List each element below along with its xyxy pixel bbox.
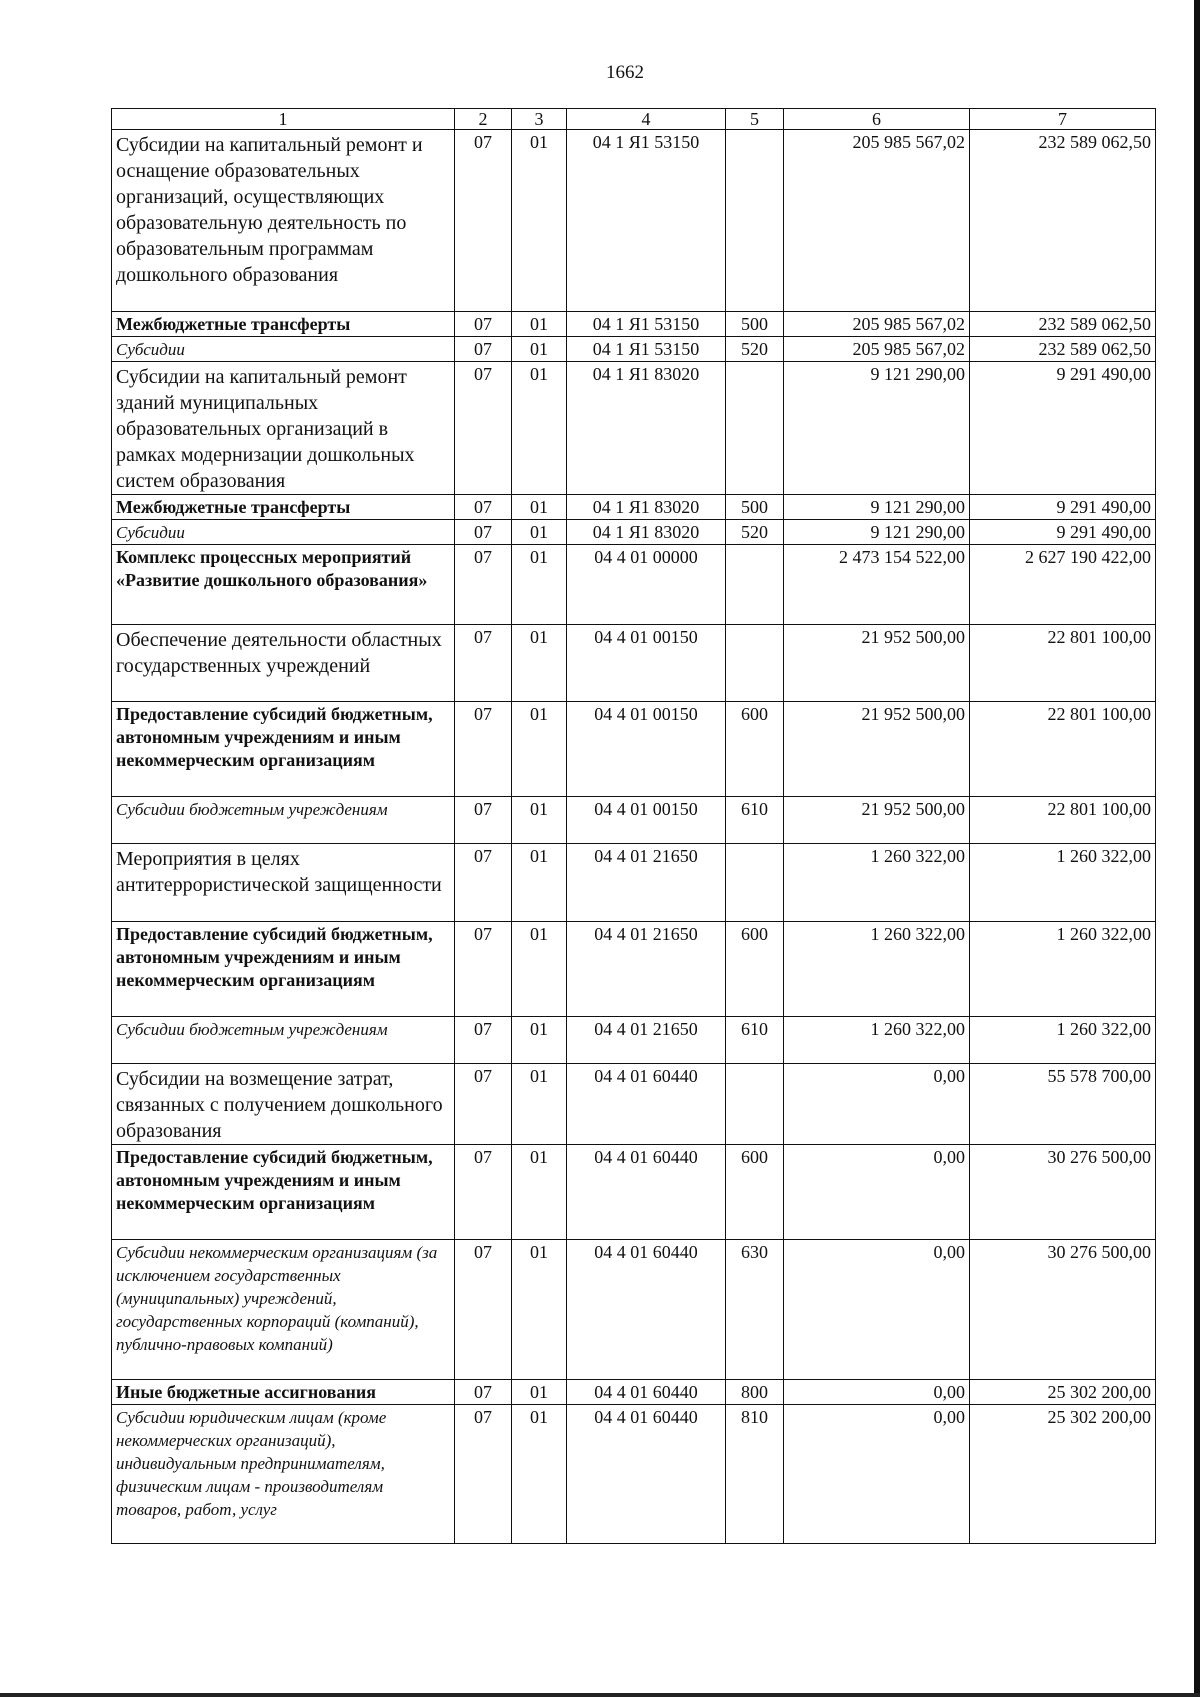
row-target-code-cell: 04 4 01 60440 — [567, 1240, 726, 1380]
row-section-cell: 07 — [455, 495, 512, 520]
row-expense-type-cell: 810 — [726, 1405, 784, 1544]
table-row — [112, 1380, 1156, 1405]
table-row — [112, 1240, 1156, 1380]
row-target-code-cell: 04 4 01 00000 — [567, 545, 726, 625]
row-subsection-cell: 01 — [512, 1380, 567, 1405]
row-section-cell: 07 — [455, 312, 512, 337]
row-subsection-cell: 01 — [512, 1017, 567, 1064]
row-section-cell: 07 — [455, 1064, 512, 1145]
row-expense-type-cell: 520 — [726, 337, 784, 362]
row-name-cell: Предоставление субсидий бюджетным, автономным учреждениям и иным некоммерческим организациям — [112, 922, 455, 1017]
row-section-cell: 07 — [455, 797, 512, 844]
row-section-cell: 07 — [455, 922, 512, 1017]
row-name-cell: Предоставление субсидий бюджетным, автономным учреждениям и иным некоммерческим организациям — [112, 702, 455, 797]
row-target-code-cell: 04 1 Я1 83020 — [567, 362, 726, 495]
row-target-code-cell: 04 4 01 60440 — [567, 1380, 726, 1405]
row-expense-type-cell: 500 — [726, 312, 784, 337]
row-section-cell: 07 — [455, 844, 512, 922]
table-row — [112, 702, 1156, 797]
row-expense-type-cell: 600 — [726, 922, 784, 1017]
column-header: 1 — [112, 109, 455, 130]
row-subsection-cell: 01 — [512, 362, 567, 495]
table-row — [112, 337, 1156, 362]
row-amount-year1-cell: 9 121 290,00 — [784, 495, 970, 520]
row-expense-type-cell: 500 — [726, 495, 784, 520]
row-amount-year1-cell: 0,00 — [784, 1145, 970, 1240]
row-amount-year2-cell: 22 801 100,00 — [970, 797, 1156, 844]
table-row — [112, 312, 1156, 337]
row-section-cell: 07 — [455, 337, 512, 362]
row-target-code-cell: 04 4 01 60440 — [567, 1064, 726, 1145]
row-amount-year2-cell: 55 578 700,00 — [970, 1064, 1156, 1145]
row-name-cell: Субсидии некоммерческим организациям (за исключением государственных (муниципальных) учреждений, государственных корпораций (компаний), публично-правовых компаний) — [112, 1240, 455, 1380]
header-row — [112, 109, 1156, 130]
row-amount-year1-cell: 0,00 — [784, 1405, 970, 1544]
row-name-cell: Субсидии на возмещение затрат, связанных с получением дошкольного образования — [112, 1064, 455, 1145]
row-target-code-cell: 04 1 Я1 83020 — [567, 520, 726, 545]
row-name-cell: Субсидии — [112, 520, 455, 545]
row-expense-type-cell — [726, 625, 784, 702]
row-subsection-cell: 01 — [512, 130, 567, 312]
row-amount-year1-cell: 1 260 322,00 — [784, 1017, 970, 1064]
row-amount-year1-cell: 1 260 322,00 — [784, 922, 970, 1017]
row-expense-type-cell — [726, 844, 784, 922]
row-amount-year2-cell: 232 589 062,50 — [970, 312, 1156, 337]
row-section-cell: 07 — [455, 1145, 512, 1240]
table-row — [112, 362, 1156, 495]
row-amount-year2-cell: 9 291 490,00 — [970, 495, 1156, 520]
row-amount-year1-cell: 9 121 290,00 — [784, 362, 970, 495]
row-target-code-cell: 04 1 Я1 83020 — [567, 495, 726, 520]
row-subsection-cell: 01 — [512, 312, 567, 337]
row-expense-type-cell: 800 — [726, 1380, 784, 1405]
row-expense-type-cell — [726, 1064, 784, 1145]
row-amount-year2-cell: 30 276 500,00 — [970, 1145, 1156, 1240]
table-row — [112, 1145, 1156, 1240]
row-target-code-cell: 04 1 Я1 53150 — [567, 130, 726, 312]
row-amount-year2-cell: 25 302 200,00 — [970, 1380, 1156, 1405]
row-section-cell: 07 — [455, 1240, 512, 1380]
row-section-cell: 07 — [455, 625, 512, 702]
row-target-code-cell: 04 4 01 21650 — [567, 1017, 726, 1064]
table-row — [112, 844, 1156, 922]
row-target-code-cell: 04 4 01 00150 — [567, 625, 726, 702]
table-row — [112, 922, 1156, 1017]
row-subsection-cell: 01 — [512, 1145, 567, 1240]
row-expense-type-cell: 610 — [726, 1017, 784, 1064]
row-amount-year2-cell: 22 801 100,00 — [970, 625, 1156, 702]
row-amount-year2-cell: 232 589 062,50 — [970, 337, 1156, 362]
row-amount-year1-cell: 0,00 — [784, 1240, 970, 1380]
table-row — [112, 495, 1156, 520]
row-amount-year2-cell: 1 260 322,00 — [970, 1017, 1156, 1064]
row-target-code-cell: 04 4 01 21650 — [567, 922, 726, 1017]
budget-table — [111, 108, 1156, 1544]
table-row — [112, 797, 1156, 844]
row-expense-type-cell: 600 — [726, 1145, 784, 1240]
row-section-cell: 07 — [455, 545, 512, 625]
row-name-cell: Межбюджетные трансферты — [112, 312, 455, 337]
row-name-cell: Комплекс процессных мероприятий «Развитие дошкольного образования» — [112, 545, 455, 625]
row-amount-year1-cell: 205 985 567,02 — [784, 130, 970, 312]
row-amount-year2-cell: 22 801 100,00 — [970, 702, 1156, 797]
row-expense-type-cell: 630 — [726, 1240, 784, 1380]
row-name-cell: Субсидии бюджетным учреждениям — [112, 797, 455, 844]
row-name-cell: Иные бюджетные ассигнования — [112, 1380, 455, 1405]
row-target-code-cell: 04 4 01 00150 — [567, 702, 726, 797]
row-name-cell: Межбюджетные трансферты — [112, 495, 455, 520]
row-amount-year2-cell: 2 627 190 422,00 — [970, 545, 1156, 625]
row-name-cell: Обеспечение деятельности областных государственных учреждений — [112, 625, 455, 702]
row-subsection-cell: 01 — [512, 545, 567, 625]
row-amount-year1-cell: 21 952 500,00 — [784, 702, 970, 797]
table-row — [112, 1405, 1156, 1544]
row-target-code-cell: 04 1 Я1 53150 — [567, 337, 726, 362]
row-target-code-cell: 04 4 01 60440 — [567, 1405, 726, 1544]
row-subsection-cell: 01 — [512, 520, 567, 545]
row-subsection-cell: 01 — [512, 702, 567, 797]
row-expense-type-cell — [726, 362, 784, 495]
row-name-cell: Субсидии юридическим лицам (кроме некоммерческих организаций), индивидуальным предпринимателям, физическим лицам - производителям товаров, работ, услуг — [112, 1405, 455, 1544]
scan-bottom-edge — [0, 1693, 1200, 1697]
row-amount-year1-cell: 1 260 322,00 — [784, 844, 970, 922]
row-amount-year1-cell: 2 473 154 522,00 — [784, 545, 970, 625]
row-amount-year2-cell: 1 260 322,00 — [970, 922, 1156, 1017]
row-amount-year2-cell: 232 589 062,50 — [970, 130, 1156, 312]
row-amount-year1-cell: 0,00 — [784, 1064, 970, 1145]
column-header: 7 — [970, 109, 1156, 130]
table-row — [112, 625, 1156, 702]
row-subsection-cell: 01 — [512, 844, 567, 922]
row-name-cell: Мероприятия в целях антитеррористической защищенности — [112, 844, 455, 922]
column-header: 6 — [784, 109, 970, 130]
row-expense-type-cell — [726, 130, 784, 312]
row-amount-year1-cell: 21 952 500,00 — [784, 797, 970, 844]
row-section-cell: 07 — [455, 702, 512, 797]
row-section-cell: 07 — [455, 1017, 512, 1064]
row-name-cell: Субсидии на капитальный ремонт зданий муниципальных образовательных организаций в рамках модернизации дошкольных систем образования — [112, 362, 455, 495]
row-subsection-cell: 01 — [512, 1405, 567, 1544]
row-target-code-cell: 04 4 01 21650 — [567, 844, 726, 922]
table-row — [112, 130, 1156, 312]
column-header: 3 — [512, 109, 567, 130]
row-subsection-cell: 01 — [512, 495, 567, 520]
row-target-code-cell: 04 1 Я1 53150 — [567, 312, 726, 337]
row-target-code-cell: 04 4 01 00150 — [567, 797, 726, 844]
row-subsection-cell: 01 — [512, 337, 567, 362]
row-name-cell: Предоставление субсидий бюджетным, автономным учреждениям и иным некоммерческим организациям — [112, 1145, 455, 1240]
row-subsection-cell: 01 — [512, 1064, 567, 1145]
row-expense-type-cell: 610 — [726, 797, 784, 844]
row-section-cell: 07 — [455, 520, 512, 545]
row-expense-type-cell: 600 — [726, 702, 784, 797]
row-amount-year1-cell: 205 985 567,02 — [784, 337, 970, 362]
table-row — [112, 520, 1156, 545]
column-header: 5 — [726, 109, 784, 130]
row-amount-year2-cell: 30 276 500,00 — [970, 1240, 1156, 1380]
row-subsection-cell: 01 — [512, 922, 567, 1017]
row-section-cell: 07 — [455, 130, 512, 312]
column-header: 2 — [455, 109, 512, 130]
row-section-cell: 07 — [455, 362, 512, 495]
row-amount-year1-cell: 21 952 500,00 — [784, 625, 970, 702]
row-amount-year1-cell: 205 985 567,02 — [784, 312, 970, 337]
row-subsection-cell: 01 — [512, 625, 567, 702]
row-name-cell: Субсидии — [112, 337, 455, 362]
row-amount-year2-cell: 9 291 490,00 — [970, 362, 1156, 495]
row-expense-type-cell — [726, 545, 784, 625]
table-row — [112, 545, 1156, 625]
table-row — [112, 1017, 1156, 1064]
scan-right-edge — [1194, 0, 1200, 1697]
row-name-cell: Субсидии на капитальный ремонт и оснащение образовательных организаций, осуществляющих образовательную деятельность по образовательным программам дошкольного образования — [112, 130, 455, 312]
row-expense-type-cell: 520 — [726, 520, 784, 545]
row-amount-year1-cell: 0,00 — [784, 1380, 970, 1405]
table-row — [112, 1064, 1156, 1145]
row-section-cell: 07 — [455, 1405, 512, 1544]
row-subsection-cell: 01 — [512, 797, 567, 844]
row-amount-year1-cell: 9 121 290,00 — [784, 520, 970, 545]
row-subsection-cell: 01 — [512, 1240, 567, 1380]
row-amount-year2-cell: 9 291 490,00 — [970, 520, 1156, 545]
row-amount-year2-cell: 1 260 322,00 — [970, 844, 1156, 922]
row-section-cell: 07 — [455, 1380, 512, 1405]
row-amount-year2-cell: 25 302 200,00 — [970, 1405, 1156, 1544]
row-name-cell: Субсидии бюджетным учреждениям — [112, 1017, 455, 1064]
row-target-code-cell: 04 4 01 60440 — [567, 1145, 726, 1240]
page-number: 1662 — [606, 62, 644, 83]
column-header: 4 — [567, 109, 726, 130]
